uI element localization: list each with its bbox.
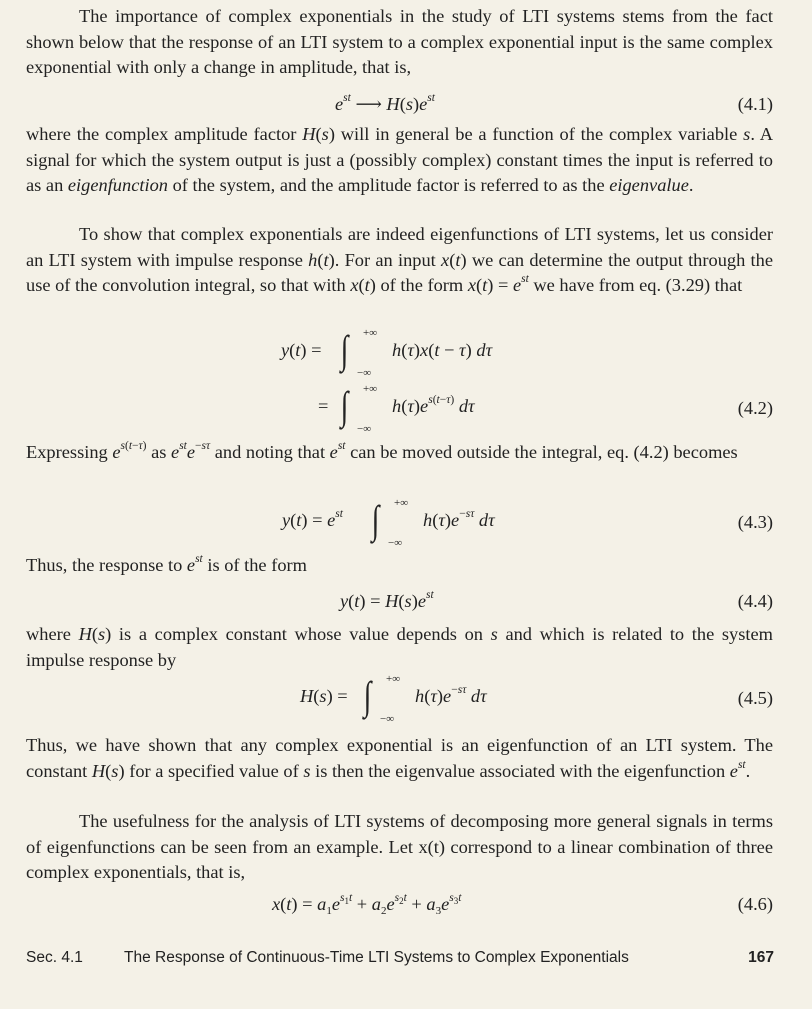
footer-section: Sec. 4.1 xyxy=(26,949,83,966)
paragraph-convolution-derivation: To show that complex exponentials are indeed eigenfunctions of LTI systems, let us consider an LTI system with impulse response h(t). For an input x(t) we can determine the output through the use of the convolution integral, so that with x(t) of the form $x(t) = e^{st}$ we have from eq. (3.29) that xyxy=(26,224,773,296)
paragraph-intro: The importance of complex exponentials in the study of LTI systems stems from the fact shown below that the response of an LTI system to a complex exponential input is the same complex exponential with only a change in amplitude, that is, xyxy=(26,6,773,78)
paragraph-factor-exponential: Expressing $e^{s(t-\tau)}$ as $e^{st}e^{-s\tau}$ and noting that $e^{st}$ can be moved outside the integral, eq. (4.2) becomes xyxy=(26,440,738,462)
textbook-page: The importance of complex exponentials in the study of LTI systems stems from the fact shown below that the response of an LTI system to a complex exponential input is the same complex exponential with only a change in amplitude, that is, $e^{st}$ ⟶ $H(s)e^{st}$ (4.1) where the complex amplitude factor H(s) will in general be a function of the complex variable s. A signal for which the system output is just a (possibly complex) constant times the input is referred to as an eigenfunction of the system, and the amplitude factor is referred to as the eigenvalue. To show that complex exponentials are indeed eigenfunctions of LTI systems, let us consider an LTI system with impulse response h(t). For an input x(t) we can determine the output through the use of the convolution integral, so that with x(t) of the form $x(t) = e^{st}$ we have from eq. (3.29) that y(t) = ∫ +∞ −∞ h(τ)x(t − τ) dτ = ∫ +∞ −∞ $h(\tau)e^{s(t-\tau)}$ dτ (4.2) Expressing $e^{s(t-\tau)}$ as $e^{st}e^{-s\tau}$ and noting that $e^{st}$ can be moved outside the integral, eq. (4.2) becomes $y(t) = e^{st}$ ∫ +∞ −∞ $h(\tau)e^{-s\tau}$ dτ (4.3) Thus, the response to $e^{st}$ is of the form $y(t) = H(s)e^{st}$ (4.4) where H(s) is a complex constant whose value depends on s and which is related to the system impulse response by H(s) = ∫ +∞ −∞ $h(\tau)e^{-s\tau}$ dτ (4.5) Thus, we have shown that any complex exponential is an eigenfunction of an LTI system. The constant H(s) for a specified value of s is then the eigenvalue associated with the eigenfunction $e^{st}$. The usefulness for the analysis of LTI systems of decomposing more general signals in terms of eigenfunctions can be seen from an example. Let x(t) correspond to a linear combination of three complex exponentials, that is, $x(t) = a_1e^{s_1t} + a_2e^{s_2t} + a_3e^{s_3t}$ (4.6) Sec. 4.1 The Response of Continuous-Time LTI Systems to Complex Exponentials 167 xyxy=(26,6,774,966)
equation-number-4-6: (4.6) xyxy=(737,894,773,914)
paragraph-decomposition-example: The usefulness for the analysis of LTI systems of decomposing more general signals in terms of eigenfunctions can be seen from an example. Let x(t) correspond to a linear combination of three complex exponentials, that is, xyxy=(26,811,773,883)
paragraph-hs-definition: where H(s) is a complex constant whose value depends on s and which is related to the system impulse response by xyxy=(26,624,773,670)
footer-title: The Response of Continuous-Time LTI Systems to Complex Exponentials xyxy=(124,949,629,966)
equation-number-4-3: (4.3) xyxy=(737,512,773,532)
paragraph-eigenvalue-conclusion: Thus, we have shown that any complex exponential is an eigenfunction of an LTI system. The constant H(s) for a specified value of s is then the eigenvalue associated with the eigenfunction $e^{st}$. xyxy=(26,735,773,781)
equation-number-4-4: (4.4) xyxy=(737,591,773,611)
equation-number-4-5: (4.5) xyxy=(737,688,773,708)
term-eigenvalue: eigenvalue xyxy=(609,175,689,196)
paragraph-response-form: Thus, the response to $e^{st}$ is of the form xyxy=(26,553,307,575)
equation-number-4-2: (4.2) xyxy=(737,398,773,418)
equation-4-1: $e^{st}$ ⟶ $H(s)e^{st}$ xyxy=(335,92,435,114)
page-number: 167 xyxy=(748,949,774,966)
equation-4-4: $y(t) = H(s)e^{st}$ xyxy=(340,589,434,611)
equation-4-6: $x(t) = a_1e^{s_1t} + a_2e^{s_2t} + a_3e^{s_3t}$ xyxy=(272,892,462,917)
paragraph-eigenfunction-definition: where the complex amplitude factor H(s) will in general be a function of the complex variable s. A signal for which the system output is just a (possibly complex) constant times the input is referred to as an eigenfunction of the system, and the amplitude factor is referred to as the eigenvalue. xyxy=(26,124,773,196)
equation-number-4-1: (4.1) xyxy=(737,94,773,114)
term-eigenfunction: eigenfunction xyxy=(67,175,168,196)
